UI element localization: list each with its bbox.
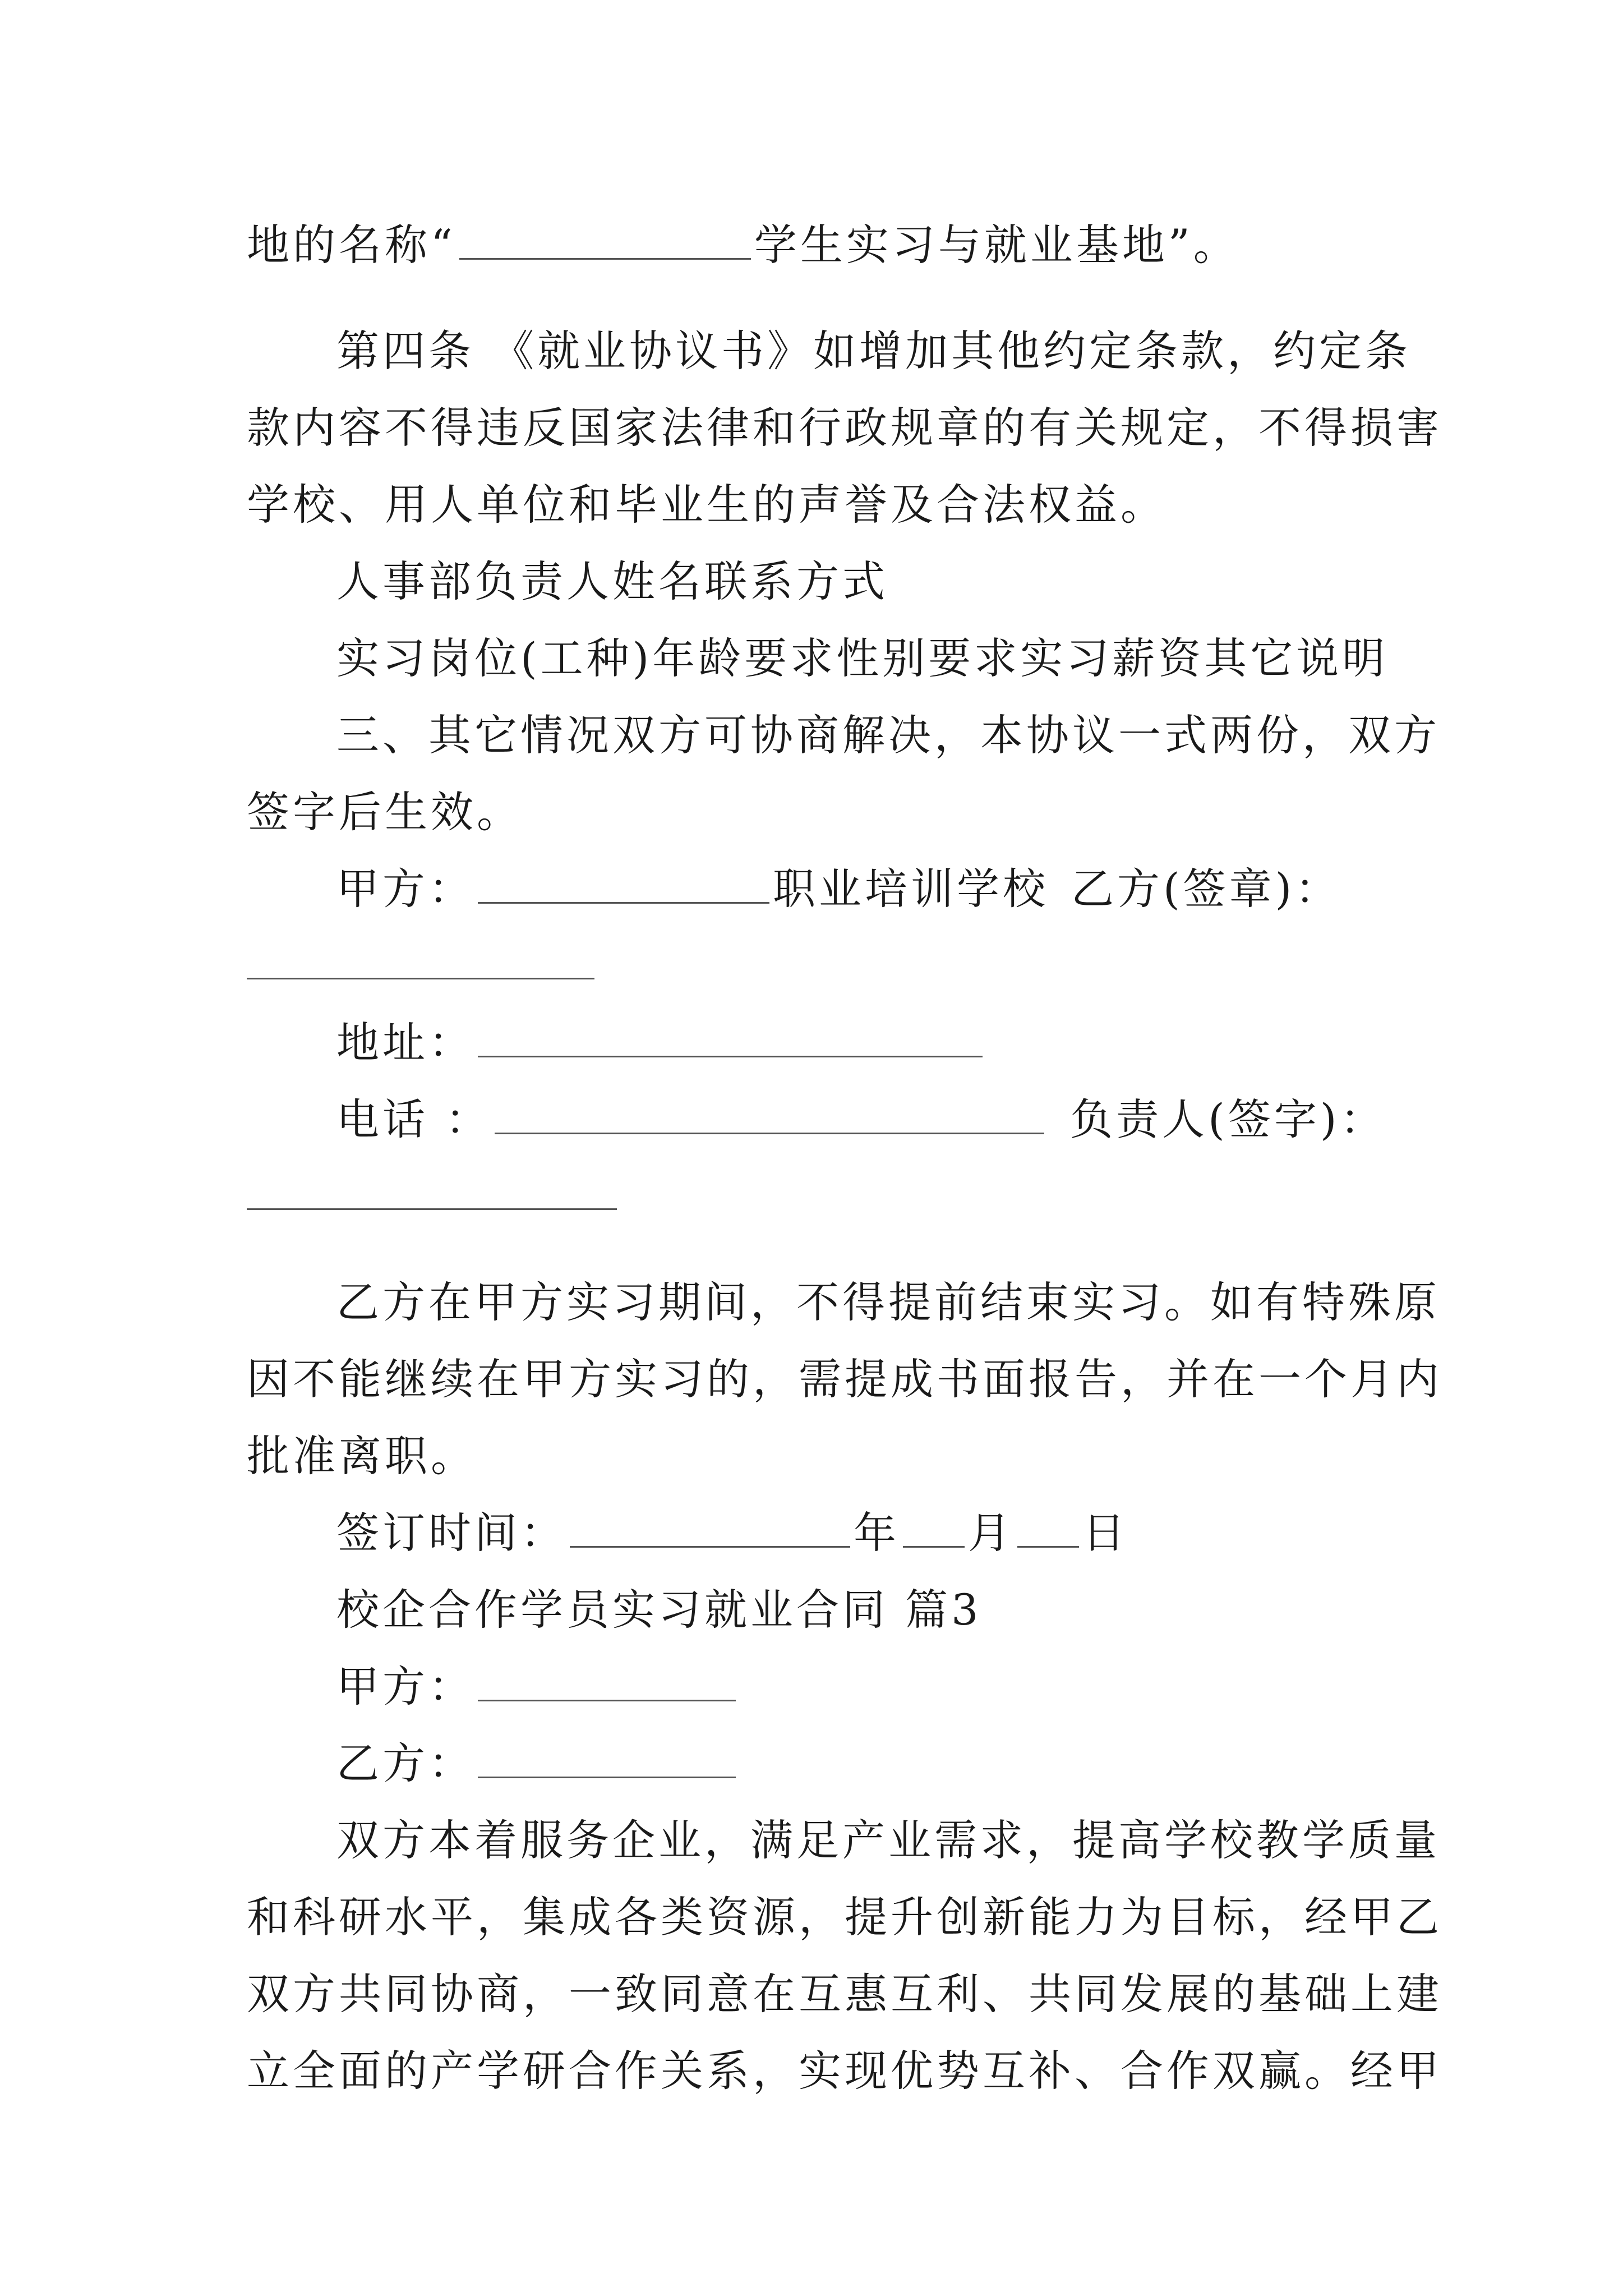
month-blank: [903, 1507, 965, 1548]
party-a-2-line: [247, 1648, 1391, 1725]
intro-line-4: 立全面的产学研合作关系，实现优势互补、合作双赢。经甲: [247, 2046, 1442, 2096]
phone-label: 电话 ：: [336, 1094, 492, 1144]
month-label: 月: [968, 1508, 1014, 1558]
party-a-2-label: 甲方：: [336, 1662, 474, 1711]
sign-time-label: 签订时间：: [336, 1508, 566, 1558]
article-4-line-3: 学校、用人单位和毕业生的声誉及合法权益。: [247, 480, 1166, 530]
leave-clause-line-2: 因不能继续在甲方实习的，需提成书面报告，并在一个月内: [247, 1354, 1442, 1404]
party-b-2-blank: [478, 1737, 736, 1778]
party-a-label: 甲方：: [336, 864, 474, 914]
document-body: [247, 206, 1442, 2109]
party-a-school-suffix: 职业培训学校: [773, 864, 1049, 914]
sign-time-blank: [570, 1507, 850, 1548]
intro-line-1: 双方本着服务企业，满足产业需求，提高学校教学质量: [336, 1815, 1440, 1865]
article-4-line-1: 第四条 《就业协议书》如增加其他约定条款，约定条: [336, 326, 1412, 376]
day-label: 日: [1082, 1508, 1128, 1558]
base-name-blank: [459, 219, 751, 260]
party-b-blank: [247, 938, 594, 979]
responsible-person-blank-line: [247, 1158, 1391, 1235]
phone-line: [247, 1081, 1391, 1158]
article-4-line-2: 款内容不得违反国家法律和行政规章的有关规定，不得损害: [247, 403, 1442, 453]
party-b-label: 乙方(签章)：: [1071, 864, 1341, 914]
address-line: [247, 1004, 1391, 1081]
day-blank: [1017, 1507, 1079, 1548]
positions-line: 实习岗位(工种)年龄要求性别要求实习薪资其它说明: [336, 633, 1389, 683]
clause-3-line-2: 签字后生效。: [247, 787, 523, 837]
hr-contact-line: 人事部负责人姓名联系方式: [336, 556, 888, 606]
leave-clause-line-1: 乙方在甲方实习期间，不得提前结束实习。如有特殊原: [336, 1277, 1440, 1327]
party-b-2-line: [247, 1725, 1391, 1802]
party-a-2-blank: [478, 1660, 736, 1701]
phone-blank: [495, 1093, 1044, 1134]
party-b-blank-line: [247, 927, 1391, 1004]
sign-time-line: [247, 1494, 1391, 1571]
intro-line-2: 和科研水平，集成各类资源，提升创新能力为目标，经甲乙: [247, 1892, 1442, 1942]
party-b-2-label: 乙方：: [336, 1738, 474, 1788]
leave-clause-line-3: 批准离职。: [247, 1431, 477, 1481]
clause-3-line-1: 三、其它情况双方可协商解决，本协议一式两份，双方: [336, 710, 1440, 760]
intro-line-3: 双方共同协商，一致同意在互惠互利、共同发展的基础上建: [247, 1969, 1442, 2019]
party-a-blank: [478, 863, 769, 904]
party-signature-line: [247, 850, 1391, 927]
base-name-prefix: 地的名称“: [247, 220, 456, 270]
address-label: 地址：: [336, 1018, 474, 1068]
address-blank: [478, 1016, 983, 1057]
responsible-person-label: 负责人(签字)：: [1070, 1094, 1386, 1144]
year-label: 年: [854, 1508, 900, 1558]
section-title: 校企合作学员实习就业合同 篇3: [336, 1585, 982, 1635]
responsible-person-blank: [247, 1169, 617, 1210]
base-name-suffix: 学生实习与就业基地”。: [754, 220, 1239, 270]
base-name-line: [247, 206, 1391, 283]
